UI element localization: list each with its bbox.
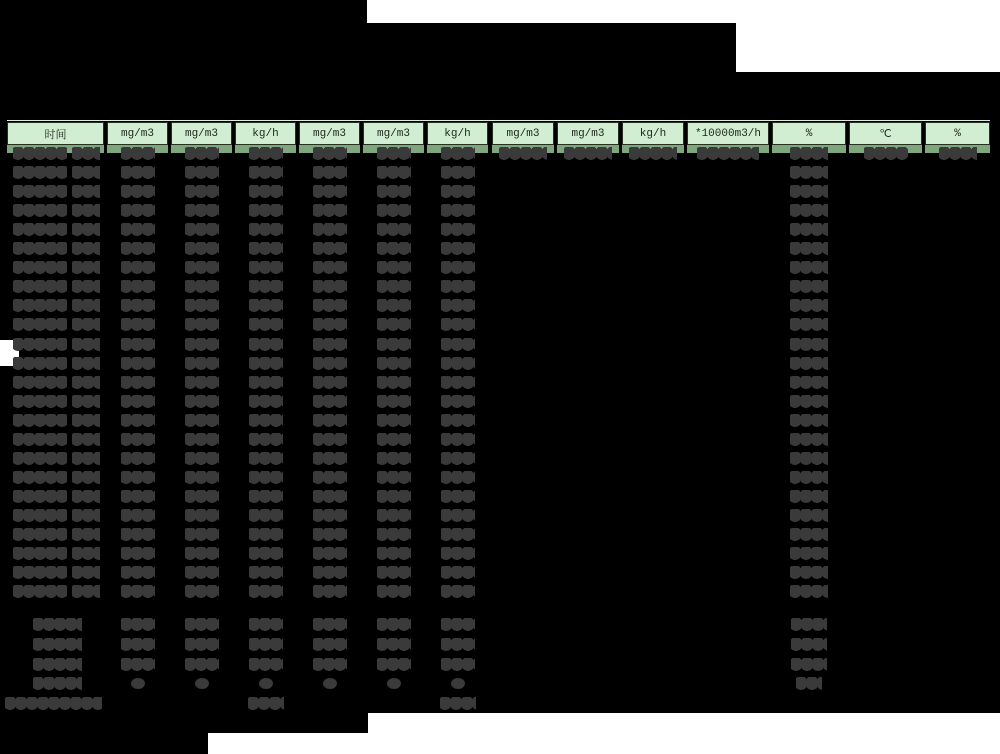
value-blob [441,338,475,351]
value-blob [249,223,283,236]
header-cell-unit: ℃ [849,122,922,145]
header-cell-unit: % [925,122,990,145]
value-blob [249,452,283,465]
timestamp-blob [13,147,67,160]
summary-value-blob [791,658,827,671]
timestamp-blob [72,414,100,427]
value-blob [790,242,828,255]
value-blob [790,357,828,370]
value-blob [377,147,411,160]
value-blob [377,395,411,408]
value-blob [790,185,828,198]
value-blob [249,166,283,179]
value-blob [121,433,155,446]
value-blob [185,452,219,465]
value-blob [313,490,347,503]
value-blob [790,509,828,522]
header-cell-unit: % [772,122,846,145]
value-blob [377,242,411,255]
value-blob [313,338,347,351]
timestamp-blob [72,185,100,198]
value-blob [249,509,283,522]
value-blob [121,318,155,331]
value-blob [249,471,283,484]
value-blob [249,357,283,370]
timestamp-blob [13,585,67,598]
value-blob [441,242,475,255]
summary-label-blob [33,677,82,690]
value-blob [790,318,828,331]
summary-value-blob [131,678,145,689]
value-blob [313,280,347,293]
value-blob [377,452,411,465]
timestamp-blob [72,433,100,446]
value-blob [377,471,411,484]
timestamp-blob [72,585,100,598]
value-blob [185,414,219,427]
value-blob [313,509,347,522]
value-blob [249,185,283,198]
value-blob [441,528,475,541]
timestamp-blob [13,299,67,312]
summary-value-blob [249,618,283,631]
value-blob [249,338,283,351]
timestamp-blob [72,261,100,274]
timestamp-blob [13,509,67,522]
value-blob [249,566,283,579]
value-blob [441,471,475,484]
summary-value-blob [195,678,209,689]
timestamp-blob [72,242,100,255]
value-blob [185,490,219,503]
value-blob [790,528,828,541]
timestamp-blob [72,166,100,179]
value-blob [121,566,155,579]
value-blob [790,280,828,293]
value-blob [790,166,828,179]
value-blob [377,223,411,236]
value-blob [790,414,828,427]
value-blob [377,509,411,522]
summary-value-blob [121,638,155,651]
value-blob [377,566,411,579]
header-cell-unit: 时间 [7,122,104,145]
value-blob [249,585,283,598]
value-blob [249,376,283,389]
timestamp-blob [13,185,67,198]
value-blob [121,509,155,522]
footer-value-blob [248,697,284,710]
value-blob [185,547,219,560]
value-blob [313,585,347,598]
timestamp-blob [13,166,67,179]
timestamp-blob [72,471,100,484]
value-blob [313,166,347,179]
value-blob [441,318,475,331]
timestamp-blob [72,280,100,293]
page-edge-bottom-right-step [368,713,1000,754]
value-blob [249,261,283,274]
value-blob [249,280,283,293]
timestamp-blob [13,433,67,446]
value-blob [313,299,347,312]
timestamp-blob [13,547,67,560]
value-blob [313,357,347,370]
value-blob [185,166,219,179]
value-blob [249,528,283,541]
value-blob [185,280,219,293]
value-blob [185,318,219,331]
footer-label-blob [5,697,102,711]
summary-value-blob [441,638,475,651]
summary-value-blob [796,677,822,690]
value-blob [377,318,411,331]
timestamp-blob [13,338,67,351]
header-cell-unit: mg/m3 [107,122,168,145]
value-blob [249,490,283,503]
value-blob [377,433,411,446]
summary-value-blob [323,678,337,689]
value-blob [441,261,475,274]
value-blob [313,223,347,236]
value-blob [249,395,283,408]
summary-value-blob [377,618,411,631]
page-edge-top-right-step-1 [367,0,1000,23]
value-blob [185,185,219,198]
value-blob [121,585,155,598]
value-blob [441,357,475,370]
timestamp-blob [13,471,67,484]
summary-value-blob [451,678,465,689]
value-blob [121,280,155,293]
value-blob [441,566,475,579]
value-blob [377,528,411,541]
value-blob [441,395,475,408]
timestamp-blob [72,357,100,370]
value-blob [499,147,547,160]
footer-value-blob [440,697,476,710]
value-blob [790,147,828,160]
timestamp-blob [72,395,100,408]
value-blob [313,185,347,198]
value-blob [790,261,828,274]
value-blob [313,147,347,160]
value-blob [441,433,475,446]
value-blob [313,528,347,541]
summary-value-blob [185,618,219,631]
header-cell-unit: kg/h [622,122,684,145]
timestamp-blob [72,566,100,579]
value-blob [441,223,475,236]
summary-label-blob [33,658,82,671]
timestamp-blob [13,318,67,331]
value-blob [121,452,155,465]
value-blob [185,299,219,312]
timestamp-blob [72,318,100,331]
value-blob [377,280,411,293]
value-blob [121,261,155,274]
value-blob [377,357,411,370]
timestamp-blob [13,242,67,255]
value-blob [313,395,347,408]
value-blob [629,147,677,160]
summary-value-blob [249,658,283,671]
value-blob [249,318,283,331]
value-blob [790,204,828,217]
value-blob [790,395,828,408]
summary-value-blob [377,638,411,651]
value-blob [313,566,347,579]
value-blob [185,376,219,389]
value-blob [121,242,155,255]
value-blob [313,547,347,560]
header-cell-unit: mg/m3 [171,122,232,145]
value-blob [185,395,219,408]
value-blob [185,242,219,255]
value-blob [790,433,828,446]
value-blob [441,490,475,503]
timestamp-blob [72,528,100,541]
value-blob [697,147,759,160]
header-cell-unit: kg/h [427,122,488,145]
value-blob [313,261,347,274]
value-blob [185,147,219,160]
value-blob [441,452,475,465]
timestamp-blob [13,490,67,503]
page-edge-bottom-mid-step [208,733,368,754]
value-blob [441,509,475,522]
value-blob [441,299,475,312]
value-blob [377,376,411,389]
value-blob [441,414,475,427]
value-blob [313,414,347,427]
timestamp-blob [13,280,67,293]
timestamp-blob [72,223,100,236]
value-blob [185,433,219,446]
value-blob [121,147,155,160]
value-blob [441,280,475,293]
timestamp-blob [72,452,100,465]
value-blob [313,433,347,446]
value-blob [185,357,219,370]
value-blob [377,299,411,312]
value-blob [377,166,411,179]
timestamp-blob [72,376,100,389]
value-blob [790,585,828,598]
value-blob [377,204,411,217]
timestamp-blob [72,509,100,522]
value-blob [790,547,828,560]
value-blob [441,376,475,389]
page-edge-top-right-step-2 [736,23,1000,72]
value-blob [185,566,219,579]
summary-value-blob [185,638,219,651]
timestamp-blob [72,338,100,351]
summary-value-blob [791,618,827,631]
header-cell-unit: *10000m3/h [687,122,769,145]
header-top-border [7,120,990,121]
value-blob [185,204,219,217]
value-blob [313,471,347,484]
value-blob [313,318,347,331]
value-blob [377,547,411,560]
summary-value-blob [313,638,347,651]
value-blob [185,528,219,541]
value-blob [377,261,411,274]
timestamp-blob [13,414,67,427]
summary-value-blob [377,658,411,671]
value-blob [790,490,828,503]
value-blob [441,547,475,560]
value-blob [790,338,828,351]
timestamp-blob [13,452,67,465]
timestamp-blob [13,376,67,389]
value-blob [313,376,347,389]
value-blob [377,338,411,351]
value-blob [377,585,411,598]
value-blob [121,166,155,179]
value-blob [121,376,155,389]
value-blob [441,585,475,598]
value-blob [864,147,908,160]
value-blob [121,338,155,351]
value-blob [564,147,612,160]
value-blob [313,242,347,255]
value-blob [185,585,219,598]
timestamp-blob [13,566,67,579]
summary-value-blob [121,618,155,631]
value-blob [121,185,155,198]
summary-value-blob [249,638,283,651]
timestamp-blob [72,490,100,503]
value-blob [939,147,977,160]
value-blob [249,204,283,217]
timestamp-blob [13,261,67,274]
value-blob [313,204,347,217]
header-cell-unit: mg/m3 [557,122,619,145]
value-blob [441,185,475,198]
timestamp-blob [13,528,67,541]
timestamp-blob [13,395,67,408]
value-blob [185,509,219,522]
value-blob [790,223,828,236]
timestamp-blob [13,223,67,236]
summary-value-blob [185,658,219,671]
value-blob [185,471,219,484]
value-blob [377,490,411,503]
summary-value-blob [313,658,347,671]
summary-value-blob [259,678,273,689]
header-cell-unit: kg/h [235,122,296,145]
value-blob [377,185,411,198]
summary-value-blob [121,658,155,671]
summary-value-blob [441,658,475,671]
value-blob [313,452,347,465]
summary-value-blob [791,638,827,651]
timestamp-blob [13,204,67,217]
value-blob [121,547,155,560]
value-blob [249,147,283,160]
value-blob [185,338,219,351]
value-blob [249,242,283,255]
value-blob [121,414,155,427]
summary-label-blob [33,618,82,631]
value-blob [441,204,475,217]
value-blob [249,299,283,312]
timestamp-blob [72,147,100,160]
value-blob [790,299,828,312]
value-blob [441,147,475,160]
summary-value-blob [313,618,347,631]
value-blob [790,376,828,389]
timestamp-blob [13,357,67,370]
value-blob [121,204,155,217]
value-blob [185,223,219,236]
timestamp-blob [72,547,100,560]
value-blob [790,471,828,484]
value-blob [121,395,155,408]
value-blob [441,166,475,179]
summary-value-blob [387,678,401,689]
value-blob [121,223,155,236]
timestamp-blob [72,204,100,217]
summary-label-blob [33,638,82,651]
value-blob [185,261,219,274]
value-blob [121,528,155,541]
header-cell-unit: mg/m3 [492,122,554,145]
value-blob [249,547,283,560]
value-blob [121,357,155,370]
value-blob [790,452,828,465]
timestamp-blob [72,299,100,312]
value-blob [121,299,155,312]
value-blob [121,490,155,503]
value-blob [377,414,411,427]
value-blob [249,433,283,446]
header-cell-unit: mg/m3 [363,122,424,145]
header-cell-unit: mg/m3 [299,122,360,145]
value-blob [121,471,155,484]
value-blob [790,566,828,579]
value-blob [249,414,283,427]
summary-value-blob [441,618,475,631]
